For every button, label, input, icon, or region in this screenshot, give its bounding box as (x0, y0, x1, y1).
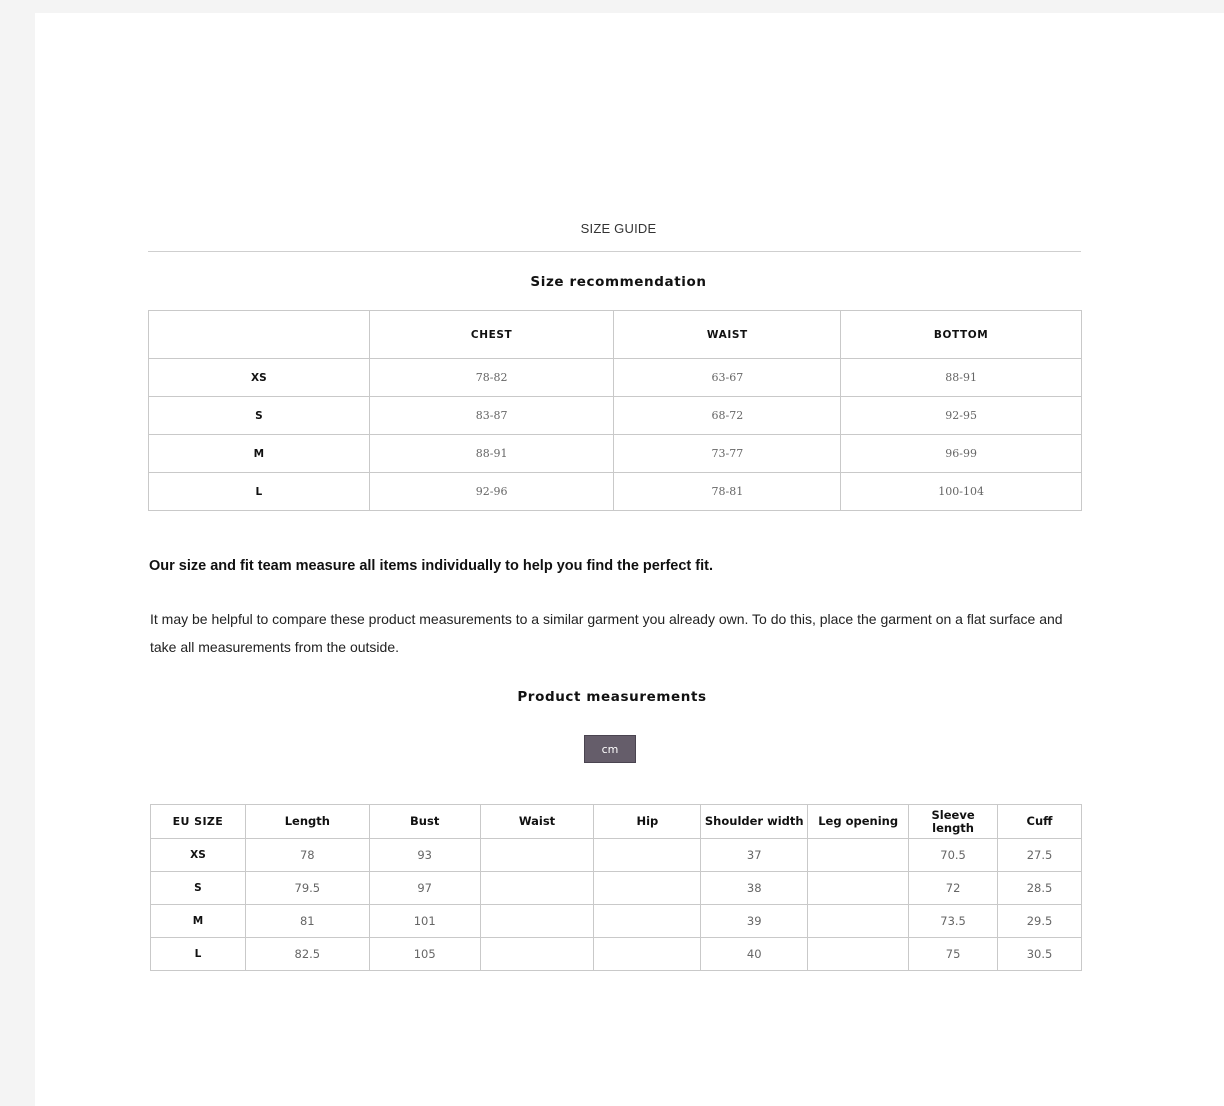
bottom-cell: 96-99 (841, 435, 1082, 473)
column-header-waist: WAIST (614, 311, 841, 359)
sleeve-length-cell: 73.5 (909, 905, 998, 938)
cuff-cell: 29.5 (998, 905, 1082, 938)
size-cell: M (149, 435, 370, 473)
table-header-row (149, 311, 1082, 359)
length-cell: 78 (245, 839, 369, 872)
column-header-leg-opening: Leg opening (808, 805, 909, 839)
table-row (149, 359, 1082, 397)
unit-toggle-cm-button[interactable]: cm (584, 735, 636, 763)
table-row (149, 473, 1082, 511)
hip-cell (594, 839, 701, 872)
bottom-cell: 100-104 (841, 473, 1082, 511)
product-measurements-heading: Product measurements (517, 689, 707, 705)
chest-cell: 83-87 (369, 397, 614, 435)
bust-cell: 101 (369, 905, 480, 938)
column-header-cuff: Cuff (998, 805, 1082, 839)
leg-opening-cell (808, 839, 909, 872)
size-cell: S (149, 397, 370, 435)
column-header-bust: Bust (369, 805, 480, 839)
waist-cell (480, 905, 594, 938)
chest-cell: 78-82 (369, 359, 614, 397)
length-cell: 82.5 (245, 938, 369, 971)
chest-cell: 92-96 (369, 473, 614, 511)
table-row (151, 839, 1082, 872)
page-title: SIZE GUIDE (580, 221, 657, 236)
table-header-row (151, 805, 1082, 839)
bottom-cell: 88-91 (841, 359, 1082, 397)
column-header-bottom: BOTTOM (841, 311, 1082, 359)
size-cell: L (151, 938, 246, 971)
waist-cell: 78-81 (614, 473, 841, 511)
waist-cell: 73-77 (614, 435, 841, 473)
table-row (151, 938, 1082, 971)
column-header-sleeve-length: Sleeve length (909, 805, 998, 839)
sleeve-length-cell: 75 (909, 938, 998, 971)
hip-cell (594, 905, 701, 938)
size-guide-panel (35, 13, 1224, 1106)
bust-cell: 93 (369, 839, 480, 872)
fit-paragraph: It may be helpful to compare these product measurements to a similar garment you already own. To do this, place the garment on a flat surface and take all measurements from the outside. (150, 611, 1063, 655)
hip-cell (594, 938, 701, 971)
column-header-chest: CHEST (369, 311, 614, 359)
column-header-shoulder-width: Shoulder width (701, 805, 808, 839)
sleeve-length-cell: 70.5 (909, 839, 998, 872)
column-header-waist: Waist (480, 805, 594, 839)
table-row (151, 905, 1082, 938)
size-cell: XS (151, 839, 246, 872)
waist-cell: 63-67 (614, 359, 841, 397)
bust-cell: 97 (369, 872, 480, 905)
waist-cell (480, 872, 594, 905)
cuff-cell: 30.5 (998, 938, 1082, 971)
length-cell: 79.5 (245, 872, 369, 905)
cuff-cell: 27.5 (998, 839, 1082, 872)
shoulder-width-cell: 39 (701, 905, 808, 938)
bust-cell: 105 (369, 938, 480, 971)
shoulder-width-cell: 40 (701, 938, 808, 971)
bottom-cell: 92-95 (841, 397, 1082, 435)
size-cell: XS (149, 359, 370, 397)
size-cell: M (151, 905, 246, 938)
waist-cell (480, 839, 594, 872)
title-divider (148, 251, 1081, 252)
leg-opening-cell (808, 938, 909, 971)
column-header-length: Length (245, 805, 369, 839)
table-row (151, 872, 1082, 905)
size-recommendation-table (148, 310, 1082, 511)
sleeve-length-cell: 72 (909, 872, 998, 905)
waist-cell (480, 938, 594, 971)
column-header-size (149, 311, 370, 359)
table-row (149, 397, 1082, 435)
waist-cell: 68-72 (614, 397, 841, 435)
product-measurements-table (150, 804, 1082, 971)
hip-cell (594, 872, 701, 905)
size-cell: S (151, 872, 246, 905)
cuff-cell: 28.5 (998, 872, 1082, 905)
size-recommendation-heading: Size recommendation (530, 274, 707, 290)
length-cell: 81 (245, 905, 369, 938)
table-row (149, 435, 1082, 473)
shoulder-width-cell: 38 (701, 872, 808, 905)
column-header-hip: Hip (594, 805, 701, 839)
leg-opening-cell (808, 872, 909, 905)
column-header-eu-size: EU SIZE (151, 805, 246, 839)
chest-cell: 88-91 (369, 435, 614, 473)
leg-opening-cell (808, 905, 909, 938)
shoulder-width-cell: 37 (701, 839, 808, 872)
fit-statement: Our size and fit team measure all items individually to help you find the perfect fit. (149, 558, 713, 574)
size-cell: L (149, 473, 370, 511)
